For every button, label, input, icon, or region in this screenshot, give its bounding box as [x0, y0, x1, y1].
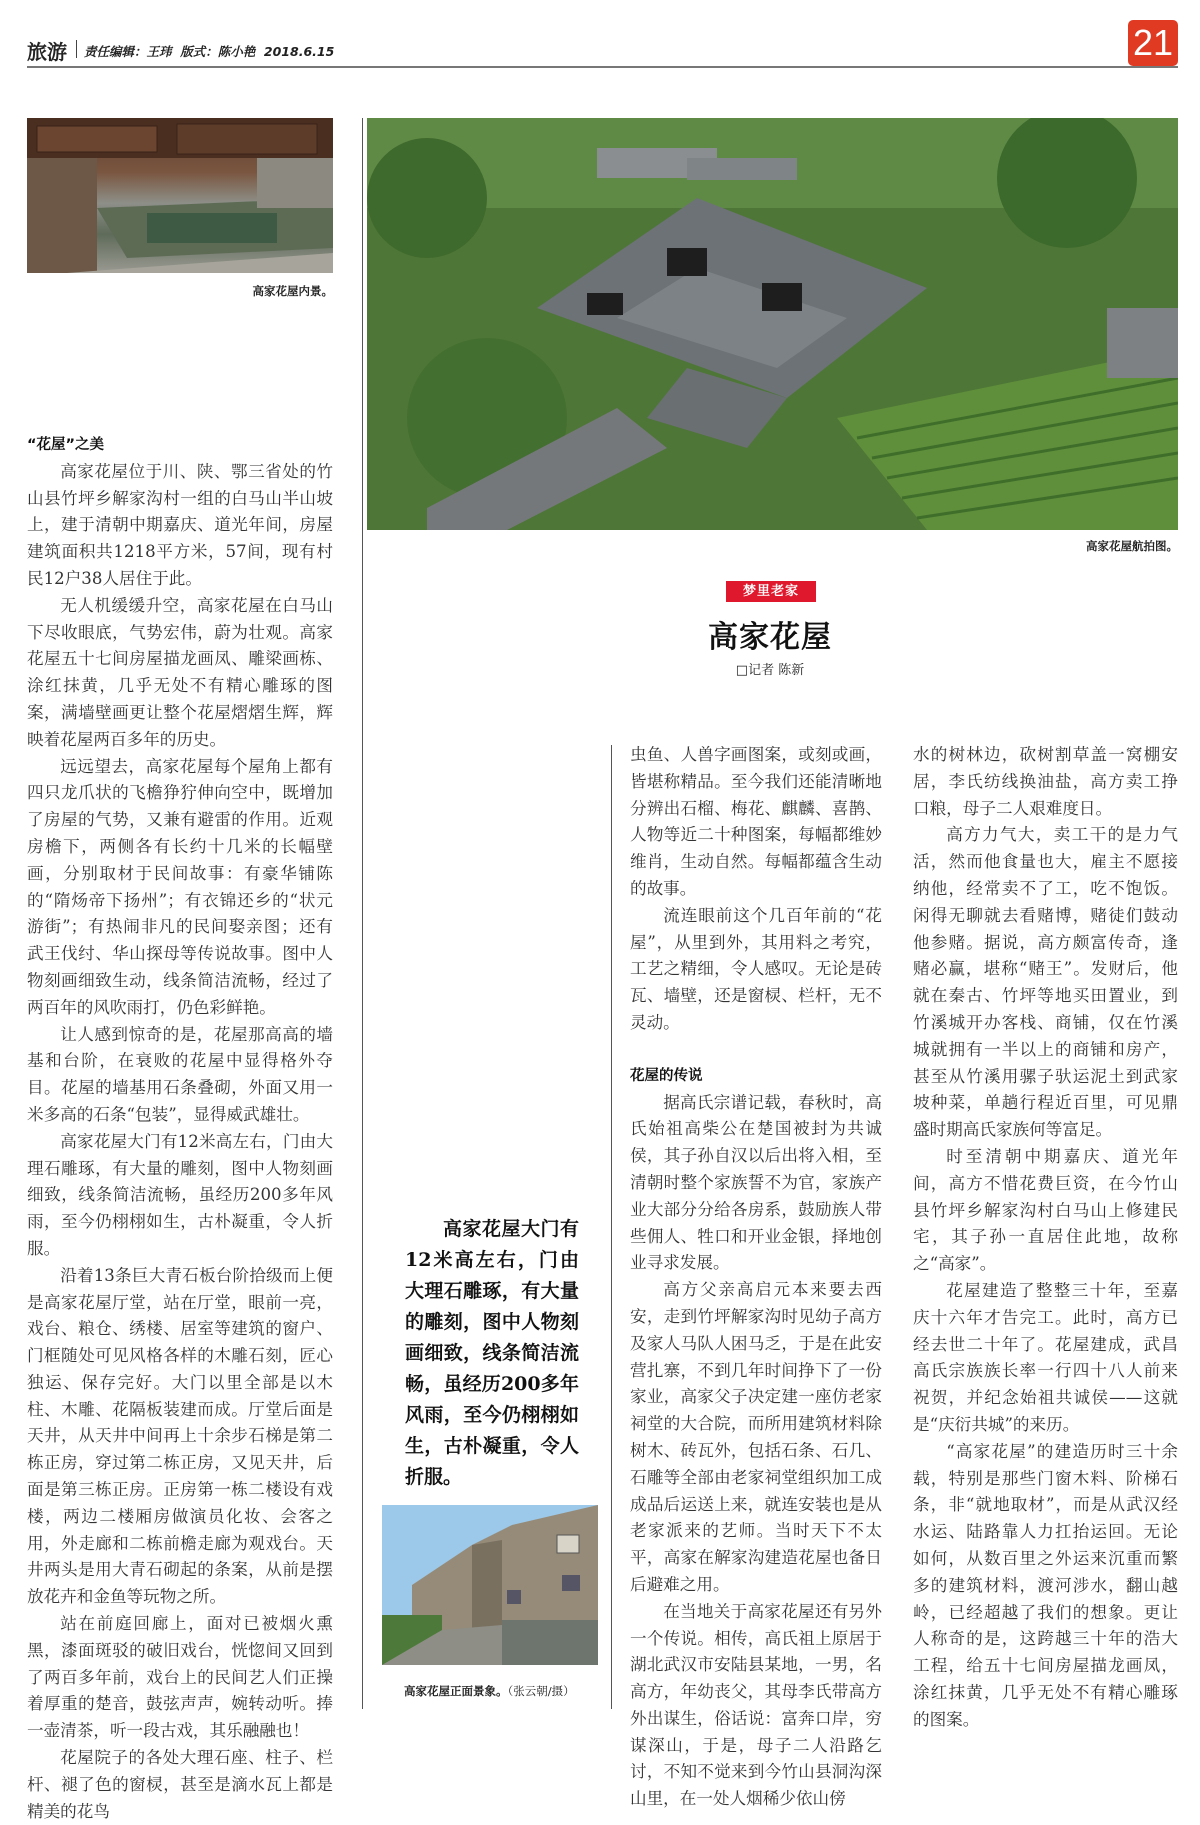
paragraph: 沿着13条巨大青石板台阶拾级而上便是高家花屋厅堂，站在厅堂，眼前一亮，戏台、粮仓、绣楼、居室等建筑的窗户、门框随处可见风格各样的木雕石刻，匠心独运、保存完好。大门以里全部是以木柱、木雕、花隔板装建而成。厅堂后面是天井，从天井中间再上十余步石梯是第二栋正房，穿过第二栋正房，又见天井，后面是第三栋正房。正房第一栋二楼设有戏楼，两边二楼厢房做演员化妆、会客之用，外走廊和二栋前檐走廊为观戏台。天井两头是用大青石砌起的条案，从前是摆放花卉和金鱼等玩物之所。	[27, 1265, 333, 1607]
article-column-2	[630, 742, 882, 1813]
paragraph: 站在前庭回廊上，面对已被烟火熏黑，漆面斑驳的破旧戏台，恍惚间又回到了两百多年前，戏台上的民间艺人们正操着厚重的楚音，鼓弦声声，婉转动听。捧一壶清茶，听一段古戏，其乐融融也！	[27, 1614, 333, 1741]
paragraph: 远远望去，高家花屋每个屋角上都有四只龙爪状的飞檐狰狞伸向空中，既增加了房屋的气势，又兼有避雷的作用。近观房檐下，两侧各有长约十几米的长幅壁画，分别取材于民间故事：有豪华铺陈的“隋炀帝下扬州”；有衣锦还乡的“状元游街”；有热闹非凡的民间娶亲图；还有武王伐纣、华山探母等传说故事。图中人物刻画细致生动，线条简洁流畅，经过了两百年的风吹雨打，仍色彩鲜艳。	[27, 756, 333, 1017]
paragraph: 在当地关于高家花屋还有另外一个传说。相传，高氏祖上原居于湖北武汉市安陆县某地，一男，名高方，年幼丧父，其母李氏带高方外出谋生，俗话说：富奔口岸，穷谋深山，于是，母子二人沿路乞讨，不知不觉来到今竹山县洞沟深山里，在一处人烟稀少依山傍	[630, 1601, 882, 1809]
column-divider	[611, 745, 612, 1709]
front-view-photo-caption	[404, 1683, 575, 1699]
article-column-3	[913, 742, 1178, 1733]
paragraph: 水的树林边，砍树割草盖一窝棚安居，李氏纺线换油盐，高方卖工挣口粮，母子二人艰难度日。	[913, 745, 1178, 818]
paragraph: 流连眼前这个几百年前的“花屋”，从里到外，其用料之考究，工艺之精细，令人感叹。无论是砖瓦、墙壁，还是窗棂、栏杆，无不灵动。	[630, 905, 882, 1032]
section-heading: “花屋”之美	[27, 437, 105, 453]
column-kicker: 梦里老家	[726, 581, 816, 602]
interior-photo-caption: 高家花屋内景。	[252, 284, 333, 298]
paragraph: 高家花屋位于川、陕、鄂三省处的竹山县竹坪乡解家沟村一组的白马山半山坡上，建于清朝中期嘉庆、道光年间，房屋建筑面积共1218平方米，57间，现有村民12户38人居住于此。	[27, 461, 333, 588]
editor-credits: 责任编辑：王玮 版式：陈小艳 2018.6.15	[84, 44, 335, 59]
section-heading: 花屋的传说	[630, 1067, 703, 1084]
article-title: 高家花屋	[708, 620, 832, 655]
aerial-photo	[367, 118, 1178, 530]
photo-credit: （张云朝/摄）	[507, 1684, 575, 1698]
column-divider	[362, 118, 363, 1709]
section-name: 旅游	[27, 40, 67, 64]
interior-photo	[27, 118, 333, 273]
front-view-photo-art	[382, 1505, 598, 1665]
pull-quote: 高家花屋大门有12米高左右，门由大理石雕琢，有大量的雕刻，图中人物刻画细致，线条简洁流畅，虽经历200多年风雨，至今仍栩栩如生，古朴凝重，令人折服。	[405, 1218, 579, 1488]
paragraph: 无人机缓缓升空，高家花屋在白马山下尽收眼底，气势宏伟，蔚为壮观。高家花屋五十七间房屋描龙画凤、雕梁画栋、涂红抹黄，几乎无处不有精心雕琢的图案，满墙壁画更让整个花屋熠熠生辉，辉映着花屋两百多年的历史。	[27, 595, 333, 749]
front-view-photo	[382, 1505, 598, 1665]
paragraph: 让人感到惊奇的是，花屋那高高的墙基和台阶，在衰败的花屋中显得格外夺目。花屋的墙基用石条叠砌，外面又用一米多高的石条“包装”，显得威武雄壮。	[27, 1024, 333, 1124]
paragraph: “高家花屋”的建造历时三十余载，特别是那些门窗木料、阶梯石条，非“就地取材”，而是从武汉经水运、陆路靠人力扛抬运回。无论如何，从数百里之外运来沉重而繁多的建筑材料，渡河涉水，翻山越岭，已经超越了我们的想象。更让人称奇的是，这跨越三十年的浩大工程，给五十七间房屋描龙画凤，涂红抹黄，几乎无处不有精心雕琢的图案。	[913, 1441, 1178, 1729]
paragraph: 高方父亲高启元本来要去西安，走到竹坪解家沟时见幼子高方及家人马队人困马乏，于是在此安营扎寨，不到几年时间挣下了一份家业，高家父子决定建一座仿老家祠堂的大合院，而所用建筑材料除树木、砖瓦外，包括石条、石几、石雕等全部由老家祠堂组织加工成成品后运送上来，就连安装也是从老家派来的艺师。当时天下不太平，高家在解家沟建造花屋也备日后避难之用。	[630, 1280, 882, 1594]
paragraph: 花屋院子的各处大理石座、柱子、栏杆、褪了色的窗棂，甚至是滴水瓦上都是精美的花鸟	[27, 1748, 333, 1821]
paragraph: 据高氏宗谱记载，春秋时，高氏始祖高柴公在楚国被封为共诚侯，其子孙自汉以后出将入相，至清朝时整个家族誓不为官，家族产业大部分分给各房系，鼓励族人带些佣人、牲口和开业金银，择地创业寻求发展。	[630, 1092, 882, 1273]
interior-photo-art	[27, 118, 333, 273]
paragraph: 时至清朝中期嘉庆、道光年间，高方不惜花费巨资，在今竹山县竹坪乡解家沟村白马山上修建民宅，其子孙一直居住此地，故称之“高家”。	[913, 1146, 1178, 1274]
aerial-photo-art	[367, 118, 1178, 530]
paragraph: 高方力气大，卖工干的是力气活，然而他食量也大，雇主不愿接纳他，经常卖不了工，吃不饱饭。闲得无聊就去看赌博，赌徒们鼓动他参赌。据说，高方颇富传奇，逢赌必赢，堪称“赌王”。发财后，他就在秦古、竹坪等地买田置业，到竹溪城开办客栈、商铺，仅在竹溪城就拥有一半以上的商铺和房产，甚至从竹溪用骡子驮运泥土到武家坡种菜，单趟行程近百里，可见鼎盛时期高氏家族何等富足。	[913, 825, 1178, 1140]
paragraph: 花屋建造了整整三十年，至嘉庆十六年才告完工。此时，高方已经去世二十年了。花屋建成，武昌高氏宗族族长率一行四十八人前来祝贺，并纪念始祖共诚侯——这就是“庆衍共城”的来历。	[913, 1280, 1178, 1434]
paragraph: 高家花屋大门有12米高左右，门由大理石雕琢，有大量的雕刻，图中人物刻画细致，线条简洁流畅，虽经历200多年风雨，至今仍栩栩如生，古朴凝重，令人折服。	[27, 1131, 333, 1258]
byline: □记者 陈新	[735, 663, 805, 678]
caption-text: 高家花屋正面景象。	[404, 1684, 508, 1698]
header-separator	[76, 40, 77, 58]
aerial-photo-caption: 高家花屋航拍图。	[1086, 539, 1178, 553]
article-column-1	[27, 432, 333, 1825]
paragraph: 虫鱼、人兽字画图案，或刻或画，皆堪称精品。至今我们还能清晰地分辨出石榴、梅花、麒麟、喜鹊、人物等近二十种图案，每幅都维妙维肖，生动自然。每幅都蕴含生动的故事。	[630, 745, 882, 898]
header-rule	[27, 66, 1178, 68]
page-number-badge: 21	[1128, 20, 1178, 66]
